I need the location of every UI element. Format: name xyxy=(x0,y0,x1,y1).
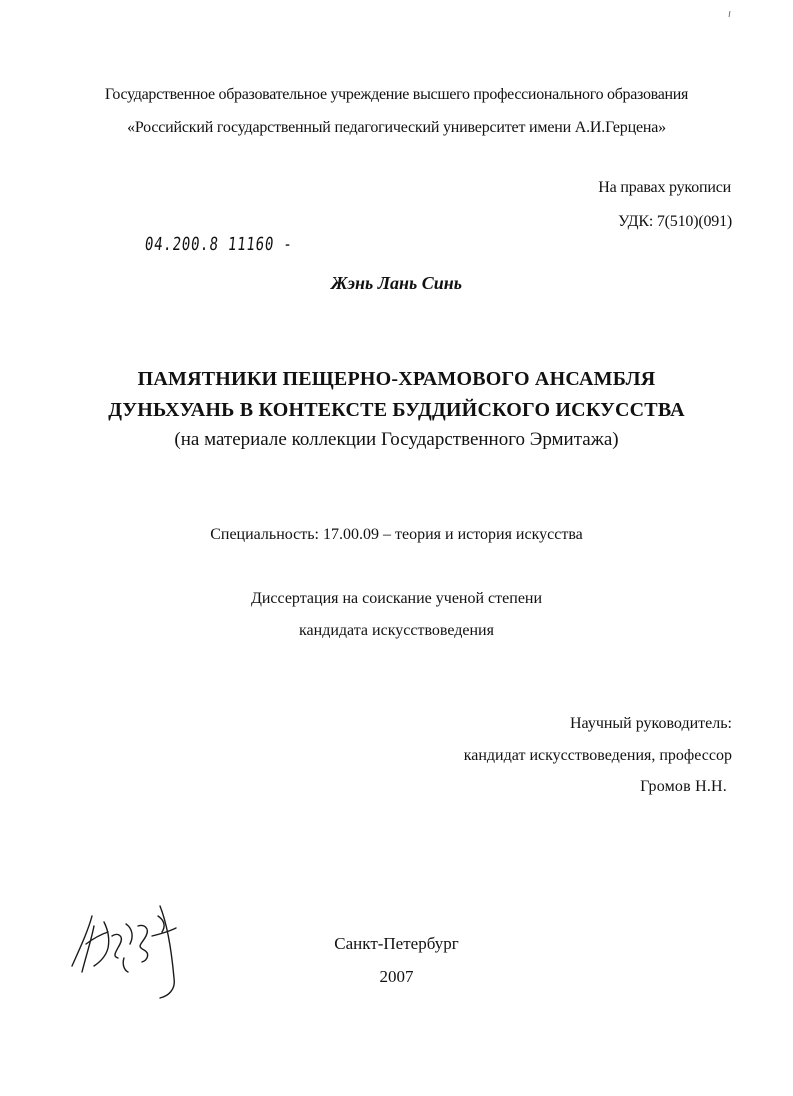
udk-code: УДК: 7(510)(091) xyxy=(618,213,732,230)
dissertation-type-line-1: Диссертация на соискание ученой степени xyxy=(250,590,543,607)
institution-header: Государственное образовательное учреждение высшего профессионального образования xyxy=(104,86,689,103)
supervisor-label: Научный руководитель: xyxy=(569,715,732,732)
specialty-line: Специальность: 17.00.09 – теория и история искусства xyxy=(210,526,583,543)
author-name: Жэнь Лань Синь xyxy=(330,273,463,293)
publication-year: 2007 xyxy=(379,967,414,986)
dissertation-subtitle: (на материале коллекции Государственного Эрмитажа) xyxy=(174,429,619,450)
dissertation-title-line-1: ПАМЯТНИКИ ПЕЩЕРНО-ХРАМОВОГО АНСАМБЛЯ xyxy=(137,368,656,390)
scan-speck xyxy=(728,4,731,10)
dissertation-title-line-2: ДУНЬХУАНЬ В КОНТЕКСТЕ БУДДИЙСКОГО ИСКУССТВА xyxy=(108,399,685,421)
manuscript-note: На правах рукописи xyxy=(598,179,731,196)
dissertation-type-line-2: кандидата искусствоведения xyxy=(299,622,494,639)
supervisor-name: Громов Н.Н. xyxy=(640,778,727,795)
university-name: «Российский государственный педагогический университет имени А.И.Герцена» xyxy=(127,119,666,136)
publication-city: Санкт-Петербург xyxy=(334,934,459,953)
supervisor-title: кандидат искусствоведения, профессор xyxy=(463,747,732,764)
registration-stamp: 04.200.8 11160 - xyxy=(143,234,294,255)
